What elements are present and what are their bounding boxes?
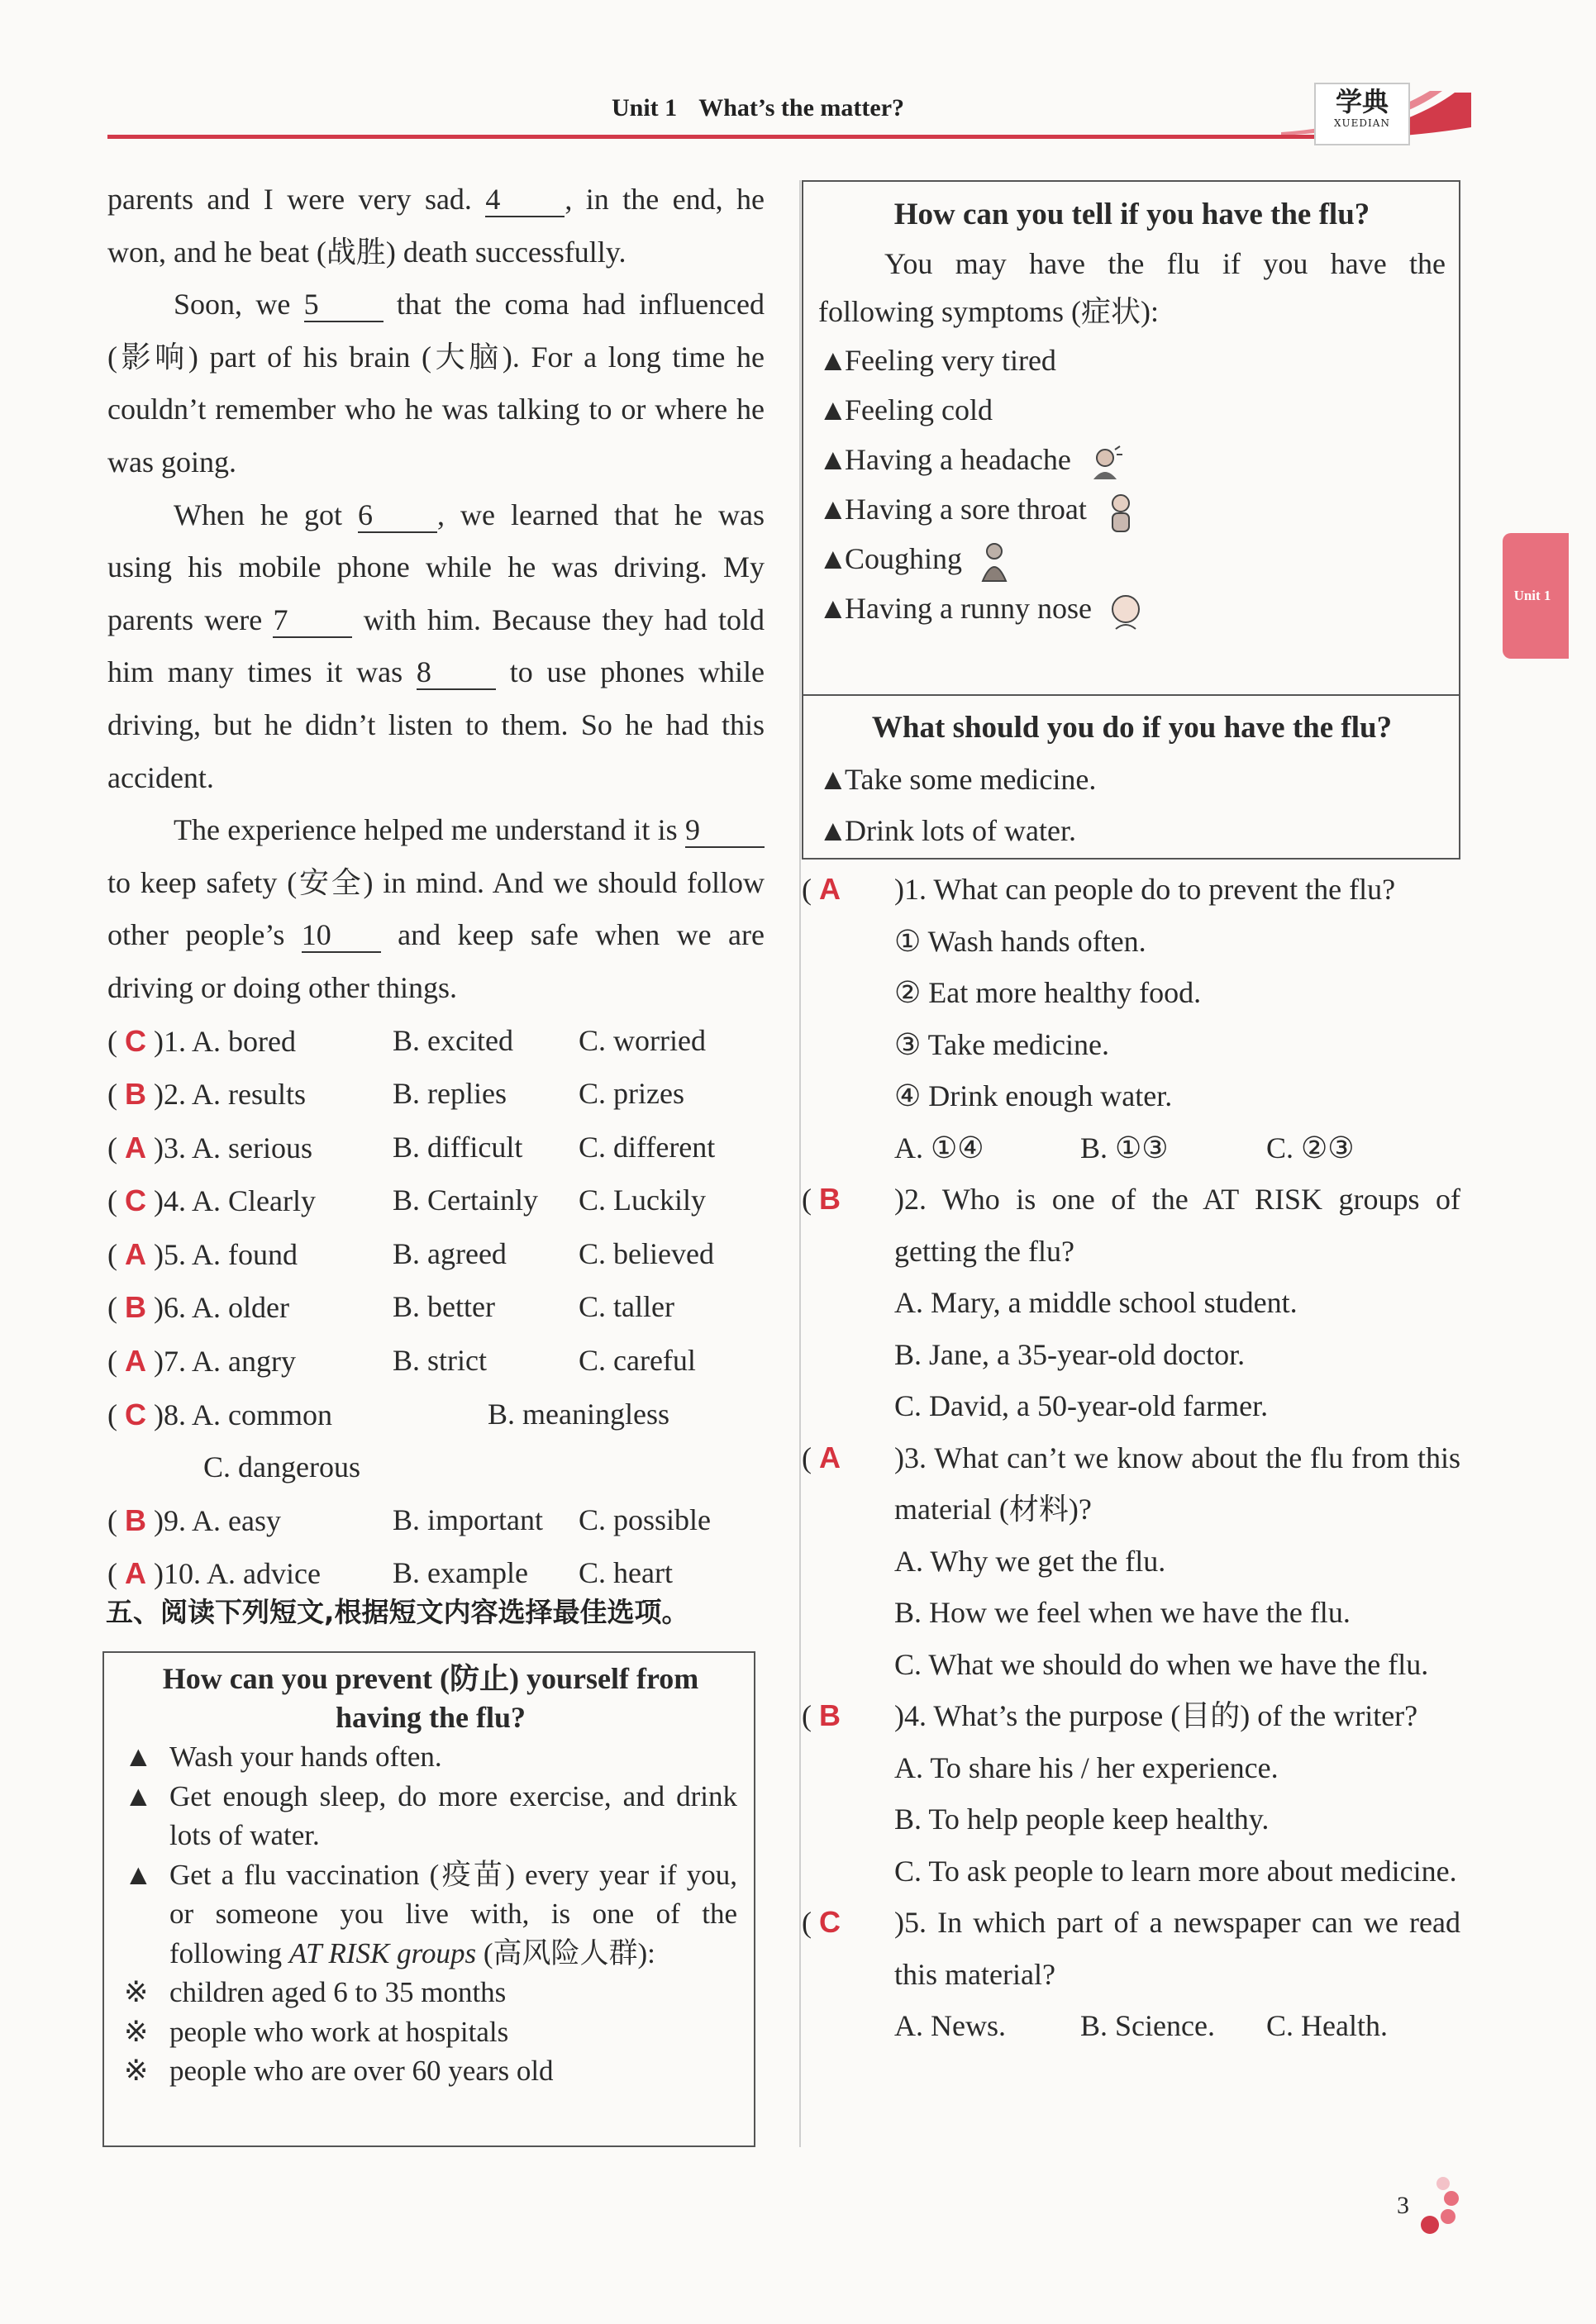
blank-4: 4 [485,183,565,217]
reference-mark-icon: ※ [124,2055,149,2087]
question-option-b: B. agreed [393,1236,507,1270]
answer-mark: B [819,1182,841,1216]
question-text: )2. Who is one of the AT RISK groups of getting the flu? [894,1183,1460,1268]
question-text: )1. What can people do to prevent the flu? [894,873,1396,906]
item-text: Wash your hands often. [169,1741,442,1773]
reading-question: ( A )1. What can people do to prevent the flu? [802,872,1396,906]
question-option-c: C. Luckily [579,1183,706,1217]
decorative-dots [1405,2174,1463,2240]
cloze-question: ( B )9. A. easy B. important C. possible [107,1494,765,1548]
coughing-icon [978,541,1011,583]
triangle-icon: ▲ [818,443,848,476]
statement-item: ③ Take medicine. [894,1027,1109,1061]
symptom-item [818,435,1446,484]
list-item [124,1737,737,1777]
question-option-a: )5. A. found [154,1237,298,1271]
unit-label: Unit 1 [612,94,678,121]
option-c: C. David, a 50-year-old farmer. [894,1389,1269,1422]
cloze-question: ( B )6. A. older B. better C. taller [107,1281,765,1335]
question-option-a: )10. A. advice [154,1557,321,1591]
question-option-a: )8. A. common [154,1398,332,1431]
triangle-icon: ▲ [124,1779,153,1812]
triangle-icon: ▲ [818,542,848,575]
triangle-icon: ▲ [818,763,848,796]
triangle-icon: ▲ [818,592,848,625]
text: that the coma had influenced (影响) part of his brain (大脑). For a long time he couldn’t remember who he was talking to or where he was going. [107,288,765,479]
reading-questions [802,864,1460,2052]
item-text: Feeling very tired [845,344,1056,377]
symptom-item [818,534,1446,583]
answer-mark: A [125,1556,146,1591]
question-option-c: C. taller [579,1290,674,1324]
symptom-item [818,336,1446,385]
question-option-a: )7. A. angry [154,1345,296,1379]
cloze-question: ( A )10. A. advice B. example C. heart [107,1547,765,1601]
cloze-question: ( B )2. A. results B. replies C. prizes [107,1068,765,1122]
item-text: Coughing [845,542,963,575]
blank-6: 6 [358,498,437,533]
question-option-b: B. excited [393,1023,513,1057]
item-text-italic: AT RISK groups [288,1936,477,1969]
logo-subtext: XUEDIAN [1334,117,1390,129]
reference-mark-icon: ※ [124,2015,149,2048]
text: to use phones while driving, but he didn’t listen to them. So he had this accident. [107,655,765,794]
question-text: )5. In which part of a newspaper can we read this material? [894,1906,1460,1991]
answer-mark: A [125,1344,146,1379]
action-item [818,805,1446,856]
text: The experience helped me understand it is [174,813,685,847]
header-rule [107,135,1368,139]
cloze-question: ( A )5. A. found B. agreed C. believed [107,1228,765,1282]
blank-5: 5 [304,288,384,322]
unit-title: What’s the matter? [698,94,905,121]
answer-mark: B [125,1290,146,1325]
question-option-b: B. better [393,1290,495,1324]
answer-mark: A [819,1440,841,1474]
triangle-icon: ▲ [818,344,848,377]
item-text: Drink lots of water. [845,814,1076,847]
text: , in the end, he won, and he beat (战胜) death successfully. [107,183,765,269]
cloze-question: ( C )4. A. Clearly B. Certainly C. Luckily [107,1174,765,1228]
question-option-b: B. example [393,1556,528,1590]
passage-paragraph [107,279,765,488]
cloze-question: ( C )1. A. bored B. excited C. worried [107,1015,765,1069]
passage-paragraph [107,804,765,1014]
text: , we learned that he was using his mobile phone while he was driving. My parents were [107,498,765,636]
text: to keep safety (安全) in mind. And we should follow other people’s [107,865,765,952]
sore-throat-icon [1103,492,1139,533]
symptom-item [818,484,1446,534]
headache-icon [1087,445,1123,481]
statement-item: ④ Drink enough water. [894,1079,1173,1112]
question-option-c: C. believed [579,1236,714,1270]
text: parents and I were very sad. [107,183,486,216]
side-tab-label: Unit 1 [1513,588,1551,603]
answer-mark: A [125,1236,146,1271]
item-text: Feeling cold [845,393,993,426]
question-option-c: C. careful [579,1344,696,1378]
reference-mark-icon: ※ [124,1976,149,2008]
symptom-item [818,583,1446,633]
option-c: C. ②③ [1266,1131,1355,1164]
item-text: Having a runny nose [845,592,1092,625]
option-c: C. To ask people to learn more about medicine. [894,1854,1457,1888]
question-option-a: )9. A. easy [154,1503,281,1537]
answer-mark: B [819,1698,841,1732]
item-text: people who work at hospitals [169,2015,509,2048]
option-c: C. What we should do when we have the flu. [894,1647,1429,1681]
question-option-a: )4. A. Clearly [154,1184,316,1218]
blank-8: 8 [417,655,496,690]
blank-7: 7 [273,603,352,638]
blank-10: 10 [302,918,381,953]
list-item [124,1973,737,2012]
column-divider [799,180,801,2147]
option-b: B. ①③ [1080,1131,1169,1164]
question-option-b: B. strict [393,1344,487,1378]
question-option-a: )6. A. older [154,1291,289,1325]
question-option-b: B. Certainly [393,1183,538,1217]
passage-paragraph [107,489,765,805]
option-a: A. To share his / her experience. [894,1750,1279,1784]
answer-mark: C [125,1023,146,1058]
cloze-question: ( C )8. A. common B. meaningless [107,1388,765,1442]
reading-question: ( C )5. In which part of a newspaper can we read this material? [802,1905,1460,1991]
option-a: A. Why we get the flu. [894,1544,1166,1578]
question-option-c: C. different [579,1130,716,1164]
question-option-c: C. heart [579,1556,673,1590]
list-item [124,1777,737,1855]
question-option-c: C. worried [579,1023,706,1057]
triangle-icon: ▲ [124,1741,153,1773]
box-title: How can you prevent (防止) yourself from having the flu? [162,1662,699,1734]
symptoms-box [802,180,1460,860]
option-row [802,1122,1460,1174]
option-a: A. News. [894,2009,1006,2042]
item-text: children aged 6 to 35 months [169,1976,507,2008]
answer-mark: B [125,1077,146,1112]
answer-mark: C [819,1905,841,1939]
option-b: B. To help people keep healthy. [894,1803,1270,1836]
triangle-icon: ▲ [124,1858,153,1891]
answer-mark: A [819,872,841,906]
reading-question: ( B )2. Who is one of the AT RISK groups of getting the flu? [802,1182,1460,1268]
option-a: A. ①④ [894,1131,984,1164]
cloze-question: ( A )3. A. serious B. difficult C. different [107,1122,765,1175]
triangle-icon: ▲ [818,393,848,426]
box-title: What should you do if you have the flu? [871,711,1393,745]
question-option-b: B. meaningless [488,1397,669,1431]
question-option-c: C. prizes [579,1077,684,1111]
action-item [818,754,1446,805]
question-option-b: B. replies [393,1077,507,1111]
text: and keep safe when we are driving or doing other things. [107,918,765,1004]
triangle-icon: ▲ [818,814,848,847]
reading-question: ( A )3. What can’t we know about the flu from this material (材料)? [802,1440,1460,1526]
question-text: )3. What can’t we know about the flu from this material (材料)? [894,1441,1460,1526]
question-option-a: )3. A. serious [154,1131,312,1164]
runny-nose-icon [1108,591,1146,632]
publisher-logo [1314,83,1410,145]
answer-mark: C [125,1397,146,1431]
page-number: 3 [1397,2192,1409,2219]
answer-mark: C [125,1183,146,1218]
header-title [612,94,926,122]
list-item [124,2051,737,2091]
option-row [802,2000,1460,2052]
blank-9: 9 [685,813,765,848]
left-column [107,174,765,1601]
symptom-item [818,385,1446,435]
question-text: )4. What’s the purpose (目的) of the writer? [894,1699,1418,1732]
item-text: Having a headache [845,443,1071,476]
item-text: Get a flu vaccination (疫苗) every year if you, or someone you live with, is one of the following [169,1858,737,1969]
item-text: people who are over 60 years old [169,2055,554,2087]
answer-mark: A [125,1130,146,1164]
section-title: 五、阅读下列短文,根据短文内容选择最佳选项。 [106,1596,689,1628]
item-text: Take some medicine. [845,763,1097,796]
option-a: A. Mary, a middle school student. [894,1286,1298,1319]
question-option-c: C. dangerous [203,1450,360,1484]
item-text: (高风险人群): [476,1936,655,1969]
list-item [124,1855,737,1974]
statement-item: ② Eat more healthy food. [894,976,1202,1009]
option-b: B. Jane, a 35-year-old doctor. [894,1337,1246,1371]
statement-item: ① Wash hands often. [894,924,1146,958]
text: When he got [174,498,359,531]
reading-question: ( B )4. What’s the purpose (目的) of the writer? [802,1698,1418,1732]
cloze-question: ( A )7. A. angry B. strict C. careful [107,1335,765,1388]
unit-side-tab[interactable] [1503,533,1569,659]
option-c: C. Health. [1266,2009,1388,2042]
option-b: B. Science. [1080,2009,1215,2042]
question-option-b: B. important [393,1503,543,1536]
intro-text: You may have the flu if you have the following symptoms (症状): [818,247,1446,328]
item-text: Get enough sleep, do more exercise, and drink lots of water. [169,1779,737,1851]
box-title: How can you tell if you have the flu? [893,198,1370,231]
passage-paragraph [107,174,765,279]
text: with him. Because they had told him many times it was [107,602,765,689]
logo-text: 学典 [1335,86,1389,117]
text: Soon, we [174,288,304,321]
question-option-a: )2. A. results [154,1078,306,1112]
prevention-box [102,1651,755,2147]
triangle-icon: ▲ [818,493,848,526]
option-b: B. How we feel when we have the flu. [894,1596,1351,1629]
item-text: Having a sore throat [845,493,1087,526]
answer-mark: B [125,1503,146,1537]
list-item [124,2012,737,2052]
question-option-b: B. difficult [393,1130,523,1164]
question-option-a: )1. A. bored [154,1024,296,1058]
question-option-c: C. possible [579,1503,712,1536]
